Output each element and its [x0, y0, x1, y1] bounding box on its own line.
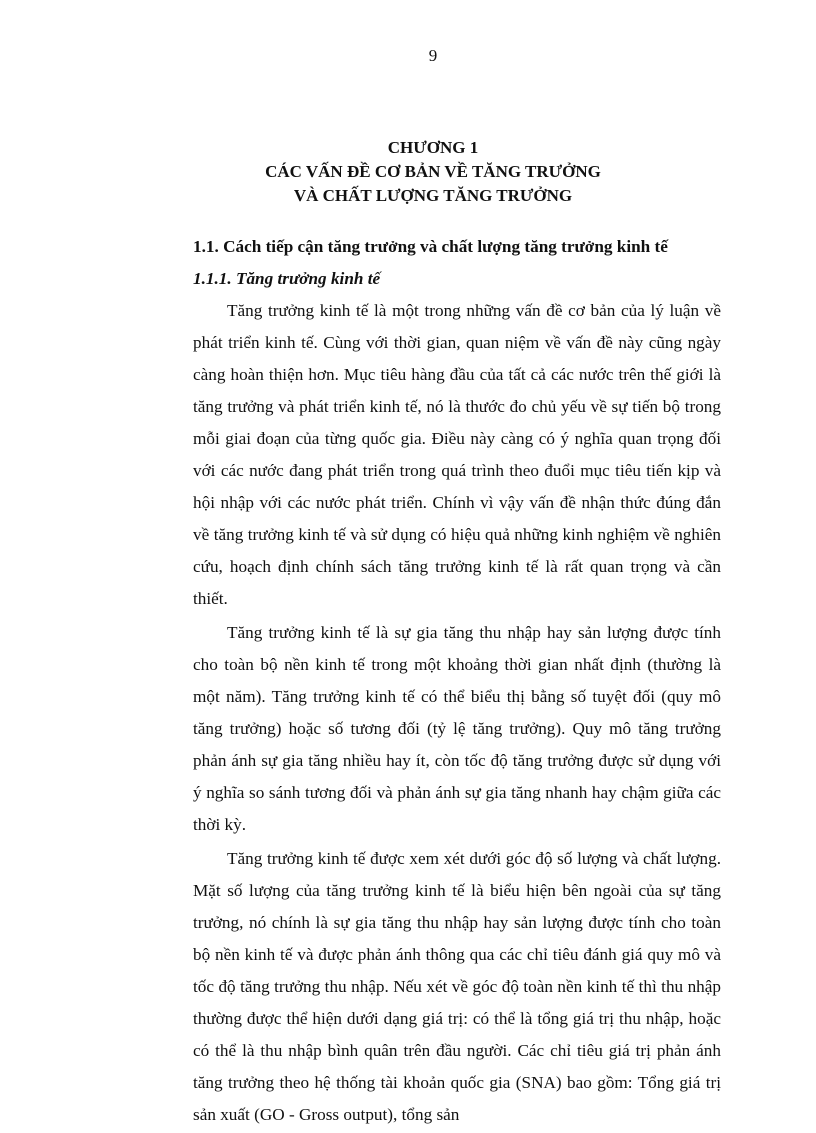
body-content	[193, 226, 721, 1133]
chapter-title-block	[0, 136, 816, 208]
paragraph-3: Tăng trưởng kinh tế được xem xét dưới góc độ số lượng và chất lượng. Mặt số lượng của tăng trưởng kinh tế là biểu hiện bên ngoài của sự tăng trưởng, nó chính là sự gia tăng thu nhập hay sản lượng được tính cho toàn bộ nền kinh tế và được phản ánh thông qua các chỉ tiêu đánh giá quy mô và tốc độ tăng trưởng thu nhập. Nếu xét về góc độ toàn nền kinh tế thì thu nhập thường được thể hiện dưới dạng giá trị: có thể là tổng giá trị thu nhập, hoặc có thể là thu nhập bình quân trên đầu người. Các chỉ tiêu giá trị phản ánh tăng trưởng theo hệ thống tài khoản quốc gia (SNA) bao gồm: Tổng giá trị sản xuất (GO - Gross output), tổng sản	[193, 849, 721, 1124]
section-heading: 1.1. Cách tiếp cận tăng trưởng và chất lượng tăng trưởng kinh tế	[193, 237, 668, 256]
chapter-title-line-2: VÀ CHẤT LƯỢNG TĂNG TRƯỞNG	[293, 186, 573, 205]
chapter-label: CHƯƠNG 1	[387, 138, 479, 157]
paragraph-2: Tăng trưởng kinh tế là sự gia tăng thu nhập hay sản lượng được tính cho toàn bộ nền kinh tế trong một khoảng thời gian nhất định (thường là một năm). Tăng trưởng kinh tế có thể biểu thị bằng số tuyệt đối (quy mô tăng trưởng) hoặc số tương đối (tỷ lệ tăng trưởng). Quy mô tăng trưởng phản ánh sự gia tăng nhiều hay ít, còn tốc độ tăng trưởng được sử dụng với ý nghĩa so sánh tương đối và phản ánh sự gia tăng nhanh hay chậm giữa các thời kỳ.	[193, 623, 721, 834]
page-number: 9	[428, 46, 438, 65]
chapter-title-line-1: CÁC VẤN ĐỀ CƠ BẢN VỀ TĂNG TRƯỞNG	[265, 162, 601, 181]
subsection-heading: 1.1.1. Tăng trưởng kinh tế	[193, 269, 381, 288]
paragraph-1: Tăng trưởng kinh tế là một trong những vấn đề cơ bản của lý luận về phát triển kinh tế. Cùng với thời gian, quan niệm về vấn đề này cũng ngày càng hoàn thiện hơn. Mục tiêu hàng đầu của tất cả các nước trên thế giới là tăng trưởng và phát triển kinh tế, nó là thước đo chủ yếu về sự tiến bộ trong mỗi giai đoạn của từng quốc gia. Điều này càng có ý nghĩa quan trọng đối với các nước đang phát triển trong quá trình theo đuổi mục tiêu tiến kịp và hội nhập với các nước phát triển. Chính vì vậy vấn đề nhận thức đúng đắn về tăng trưởng kinh tế và sử dụng có hiệu quả những kinh nghiệm về nghiên cứu, hoạch định chính sách tăng trưởng kinh tế là rất quan trọng và cần thiết.	[193, 301, 721, 608]
